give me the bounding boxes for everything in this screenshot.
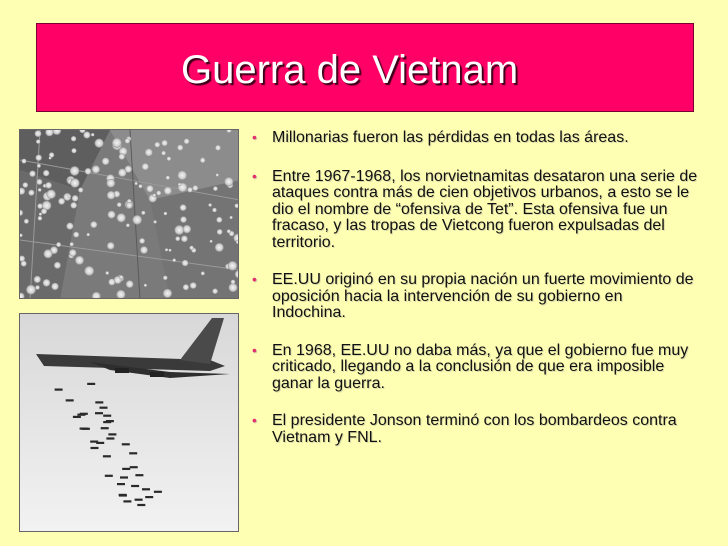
bomb-crater [87,233,90,236]
bomb-crater [210,240,213,243]
bomb-crater [182,260,189,267]
bomb-crater [118,169,126,177]
bomb-crater [49,152,54,157]
bomb-crater [35,130,42,137]
bomb-crater [141,211,145,215]
falling-bomb [135,474,143,476]
falling-bomb [122,468,130,470]
bomb-crater [189,246,193,250]
falling-bomb [145,496,153,498]
bomb-crater [213,186,218,191]
bomb-crater [126,280,134,288]
bomb-crater [70,202,77,209]
bomb-crater [139,238,145,244]
bomb-crater [215,145,221,151]
falling-bomb [103,415,111,417]
bomb-crater [174,225,184,235]
bomb-crater [161,151,166,156]
bomb-crater [44,249,53,258]
bomb-crater [138,184,142,188]
bomb-crater [126,202,133,209]
bomb-crater [117,213,126,222]
bomb-crater [175,236,180,241]
bomb-crater [146,185,153,192]
bomb-crater [235,204,240,209]
bullet-text: Millonarias fueron las pérdidas en todas las áreas. [272,129,629,146]
bomb-crater [84,266,94,276]
bomb-crater [70,242,74,246]
bomb-crater [36,179,42,185]
bullet-text: EE.UU originó en su propia nación un fuerte movimiento de oposición hacia la intervención de su gobierno en Indochina. [272,271,694,321]
bomb-crater [119,153,125,159]
falling-bomb [142,488,150,490]
falling-bomb [95,401,103,403]
bomb-crater [177,145,183,151]
bomb-crater [163,276,168,281]
falling-bomb [129,452,137,454]
falling-bomb [80,428,88,430]
title-banner [36,23,694,112]
bomb-crater [212,208,217,213]
bomb-crater [165,248,168,251]
bomb-crater [38,216,43,221]
bomb-crater [41,208,47,214]
bullet-text: Entre 1967-1968, los norvietnamitas desataron una serie de ataques contra más de cien objetivos urbanos, a esto se le dio el nombre de “ofensiva de Tet”. Esta ofensiva fue un fracaso, y las tropas de Vietcong fueron expulsadas del territorio. [272,167,698,251]
bomb-crater [66,223,73,230]
bullet-item [248,272,698,322]
bomb-crater [28,190,34,196]
bomb-crater [135,182,138,185]
bomb-crater [75,256,84,265]
bomb-crater [38,188,42,192]
bomb-crater [37,164,41,168]
bomb-crater [29,171,35,177]
falling-bomb [137,504,145,506]
falling-bomb [77,414,85,416]
bomb-crater [126,223,130,227]
bomb-crater [227,229,231,233]
falling-bomb [100,407,108,409]
bomb-crater [108,211,116,219]
bomb-crater [22,159,27,164]
aerial-bomb-craters-image [19,129,239,299]
bomb-crater [230,216,233,219]
falling-bomb [87,383,95,385]
falling-bomb [101,427,109,429]
bomb-crater [169,249,172,252]
bomb-crater [116,290,125,299]
bomb-crater [238,131,239,134]
bomb-crater [164,212,168,216]
bomb-crater [181,235,188,242]
falling-bomb [122,443,130,445]
falling-bomb [117,483,125,485]
bomb-crater [108,279,115,286]
bomb-crater [167,157,171,161]
bomb-crater [187,187,192,192]
bomb-crater [216,173,219,176]
bomb-crater [201,271,205,275]
bomb-crater [178,183,181,186]
falling-bomb [105,475,113,477]
bomb-crater [34,276,41,283]
bomb-crater [172,258,176,262]
bomb-crater [69,249,76,256]
falling-bomb [73,416,81,418]
bullet-list [248,130,698,446]
bomb-crater [36,155,42,161]
bomb-crater [183,225,191,233]
bomb-crater [125,138,130,143]
bullet-item [248,169,698,252]
bomb-crater [190,282,197,289]
bomb-crater [215,243,224,252]
bomb-crater [70,178,79,187]
bomb-crater [208,203,212,207]
bullet-dot-icon: • [252,341,257,358]
bomb-crater [164,187,172,195]
bomb-crater [45,182,52,189]
bomb-crater [166,176,170,180]
bomb-crater [26,285,36,295]
falling-bomb [119,494,127,496]
falling-bomb [130,466,138,468]
bomb-crater [184,138,190,144]
bomb-crater [73,232,79,238]
falling-bomb [108,433,116,435]
bomb-crater [119,275,123,279]
bullet-text: El presidente Jonson terminó con los bombardeos contra Vietnam y FNL. [272,412,677,446]
bomb-crater [37,203,43,209]
bomb-crater [71,136,76,141]
bomb-crater [183,284,189,290]
bomb-crater [217,229,223,235]
bullet-dot-icon: • [252,129,257,145]
bomb-crater [192,185,198,191]
bomb-crater [161,140,167,146]
bomb-crater [90,221,97,228]
bomb-crater [216,217,222,223]
bullet-text: En 1968, EE.UU no daba más, ya que el gobierno fue muy criticado, llegando a la conclusión de que era imposible ganar la guerra. [272,341,689,392]
bomb-crater [24,219,29,224]
bomb-crater [68,195,71,198]
bomb-crater [153,220,156,223]
falling-bomb [103,455,111,457]
bullet-dot-icon: • [252,412,257,428]
bomb-crater [140,246,148,254]
bullet-item [248,343,698,393]
bomb-crater [46,190,55,199]
bomb-crater [78,187,83,192]
bomb-crater [51,283,58,290]
bomb-crater [83,131,90,138]
bullet-dot-icon: • [252,167,257,184]
bomb-crater [180,216,187,223]
falling-bomb [120,476,128,478]
bomb-crater [92,165,100,173]
bomb-crater [231,280,236,285]
bomb-crater [102,158,110,166]
bomb-crater [177,171,187,181]
falling-bomb [66,399,74,401]
bomb-crater [70,166,80,176]
bomb-crater [106,179,115,188]
falling-bomb [123,500,131,502]
bomb-crater [229,283,238,292]
bomb-crater [39,213,42,216]
bullet-item [248,130,698,147]
bomb-crater [144,284,147,287]
bomb-crater [95,139,104,148]
bomb-crater [145,148,153,156]
bomb-crater [35,285,40,290]
b52-bomber-image [19,313,239,532]
bomb-crater [132,215,142,225]
bomb-crater [142,163,149,170]
bomb-crater [91,133,94,136]
aerial-photo-graphic [20,130,239,299]
bomb-crater [107,242,115,250]
bomb-crater [105,271,109,275]
bomb-crater [43,279,51,287]
bomb-crater [56,242,61,247]
bomb-crater [154,142,160,148]
falling-bomb [106,420,114,422]
bomb-crater [36,139,40,143]
bomber-photo-graphic [20,314,239,532]
bomb-crater [23,182,29,188]
falling-bomb [135,499,143,501]
falling-bomb [91,447,99,449]
bomb-crater [163,289,172,298]
bomb-crater [54,262,61,269]
bomb-crater [21,261,27,267]
bomb-crater [43,170,49,176]
bomb-crater [228,261,238,271]
bomb-crater [212,288,218,294]
slide-title: Guerra de Vietnam [181,48,519,92]
falling-bomb [55,389,63,391]
bomb-crater [107,191,116,200]
falling-bomb [131,485,139,487]
bomb-crater [117,202,122,207]
falling-bomb [106,437,114,439]
bomb-crater [112,138,122,148]
bomb-crater [200,158,205,163]
bomb-crater [180,204,187,211]
bomb-crater [224,177,233,186]
bullet-item [248,413,698,446]
falling-bomb [95,412,103,414]
falling-bomb [154,491,162,493]
falling-bomb [90,441,98,443]
bullet-dot-icon: • [252,271,257,287]
bomb-crater [152,194,156,198]
bomb-crater [156,191,161,196]
bomb-crater [85,168,92,175]
bomb-crater [72,195,79,202]
bomb-crater [71,148,76,153]
